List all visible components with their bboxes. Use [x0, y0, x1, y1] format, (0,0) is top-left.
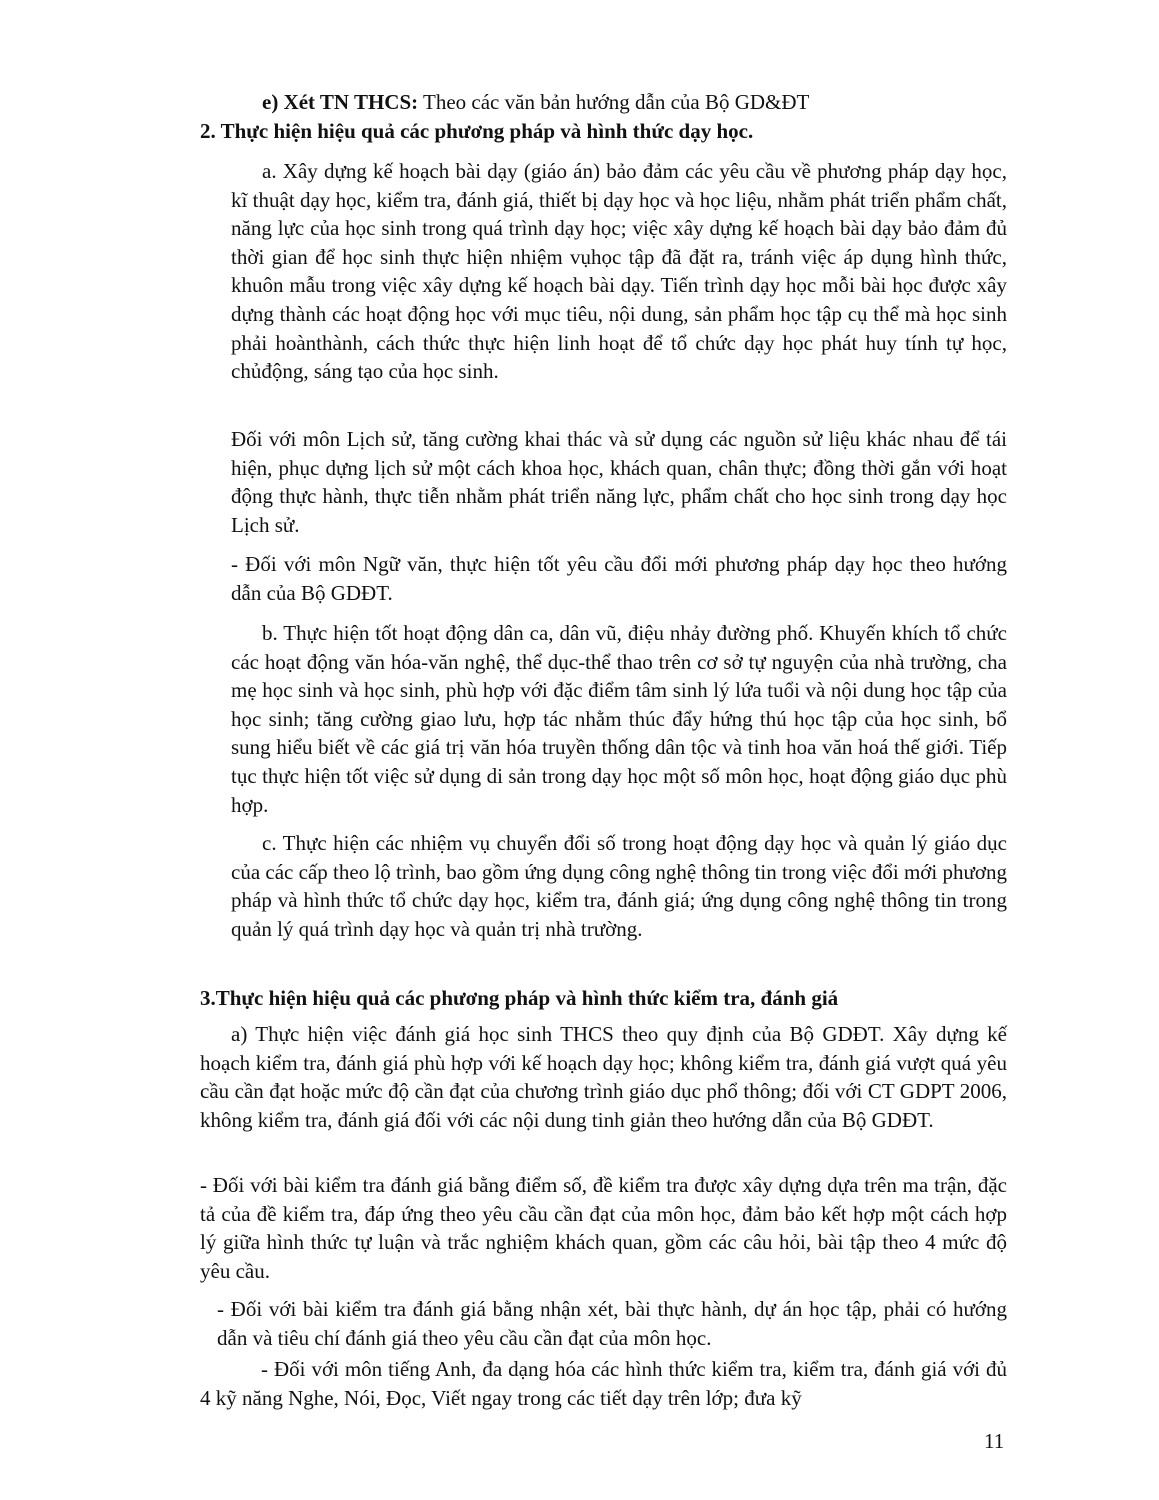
heading-section-2: 2. Thực hiện hiệu quả các phương pháp và hình thức dạy học. — [200, 119, 754, 143]
paragraph-score-assessment: - Đối với bài kiểm tra đánh giá bằng điểm số, đề kiểm tra được xây dựng dựa trên ma trận, đặc tả của đề kiểm tra, đáp ứng theo yêu cầu cần đạt của môn học, đảm bảo kết hợp một cách hợp lý giữa hình thức tự luận và trắc nghiệm khách quan, gồm các câu hỏi, bài tập theo 4 mức độ yêu cầu. — [200, 1173, 1007, 1283]
paragraph-english: - Đối với môn tiếng Anh, đa dạng hóa các hình thức kiểm tra, kiểm tra, đánh giá với đủ 4 kỹ năng Nghe, Nói, Đọc, Viết ngay trong các tiết dạy trên lớp; đưa kỹ — [200, 1357, 1007, 1410]
section-e-text: Theo các văn bản hướng dẫn của Bộ GD&ĐT — [418, 90, 810, 114]
section-e-line — [262, 88, 962, 117]
paragraph-2c: c. Thực hiện các nhiệm vụ chuyển đổi số trong hoạt động dạy học và quản lý giáo dục của các cấp theo lộ trình, bao gồm ứng dụng công nghệ thông tin trong việc đổi mới phương pháp và hình thức tổ chức dạy học, kiểm tra, đánh giá; ứng dụng công nghệ thông tin trong quản lý quá trình dạy học và quản trị nhà trường. — [231, 831, 1007, 941]
heading-section-3: 3.Thực hiện hiệu quả các phương pháp và hình thức kiểm tra, đánh giá — [200, 986, 839, 1010]
paragraph-comment-assessment: - Đối với bài kiểm tra đánh giá bằng nhận xét, bài thực hành, dự án học tập, phải có hướng dẫn và tiêu chí đánh giá theo yêu cầu cần đạt của môn học. — [217, 1297, 1007, 1350]
paragraph-2a: a. Xây dựng kế hoạch bài dạy (giáo án) bảo đảm các yêu cầu về phương pháp dạy học, kĩ thuật dạy học, kiểm tra, đánh giá, thiết bị dạy học và học liệu, nhằm phát triển phẩm chất, năng lực của học sinh trong quá trình dạy học; việc xây dựng kế hoạch bài dạy bảo đảm đủ thời gian để học sinh thực hiện nhiệm vụhọc tập đã đặt ra, tránh việc áp dụng hình thức, khuôn mẫu trong việc xây dựng kế hoạch bài dạy. Tiến trình dạy học mỗi bài học được xây dựng thành các hoạt động học với mục tiêu, nội dung, sản phẩm học tập cụ thể mà học sinh phải hoànthành, cách thức thực hiện linh hoạt để tổ chức dạy học phát huy tính tự học, chủđộng, sáng tạo của học sinh. — [231, 159, 1007, 384]
paragraph-history: Đối với môn Lịch sử, tăng cường khai thác và sử dụng các nguồn sử liệu khác nhau để tái hiện, phục dựng lịch sử một cách khoa học, khách quan, chân thực; đồng thời gắn với hoạt động thực hành, thực tiễn nhằm phát triển năng lực, phẩm chất cho học sinh trong dạy học Lịch sử. — [231, 427, 1007, 537]
page-number: 11 — [984, 1429, 1005, 1453]
section-e-label: e) Xét TN THCS: — [262, 90, 419, 114]
paragraph-literature: - Đối với môn Ngữ văn, thực hiện tốt yêu cầu đổi mới phương pháp dạy học theo hướng dẫn của Bộ GDĐT. — [231, 552, 1007, 605]
paragraph-2b: b. Thực hiện tốt hoạt động dân ca, dân vũ, điệu nhảy đường phố. Khuyến khích tổ chức các hoạt động văn hóa-văn nghệ, thể dục-thể thao trên cơ sở tự nguyện của nhà trường, cha mẹ học sinh và học sinh, phù hợp với đặc điểm tâm sinh lý lứa tuổi và nội dung học tập của học sinh; tăng cường giao lưu, hợp tác nhằm thúc đẩy hứng thú học tập của học sinh, bổ sung hiểu biết về các giá trị văn hóa truyền thống dân tộc và tinh hoa văn hoá thế giới. Tiếp tục thực hiện tốt việc sử dụng di sản trong dạy học một số môn học, hoạt động giáo dục phù hợp. — [231, 621, 1007, 817]
paragraph-3a: a) Thực hiện việc đánh giá học sinh THCS theo quy định của Bộ GDĐT. Xây dựng kế hoạch kiểm tra, đánh giá phù hợp với kế hoạch dạy học; không kiểm tra, đánh giá vượt quá yêu cầu cần đạt hoặc mức độ cần đạt của chương trình giáo dục phổ thông; đối với CT GDPT 2006, không kiểm tra, đánh giá đối với các nội dung tinh giản theo hướng dẫn của Bộ GDĐT. — [200, 1022, 1007, 1132]
